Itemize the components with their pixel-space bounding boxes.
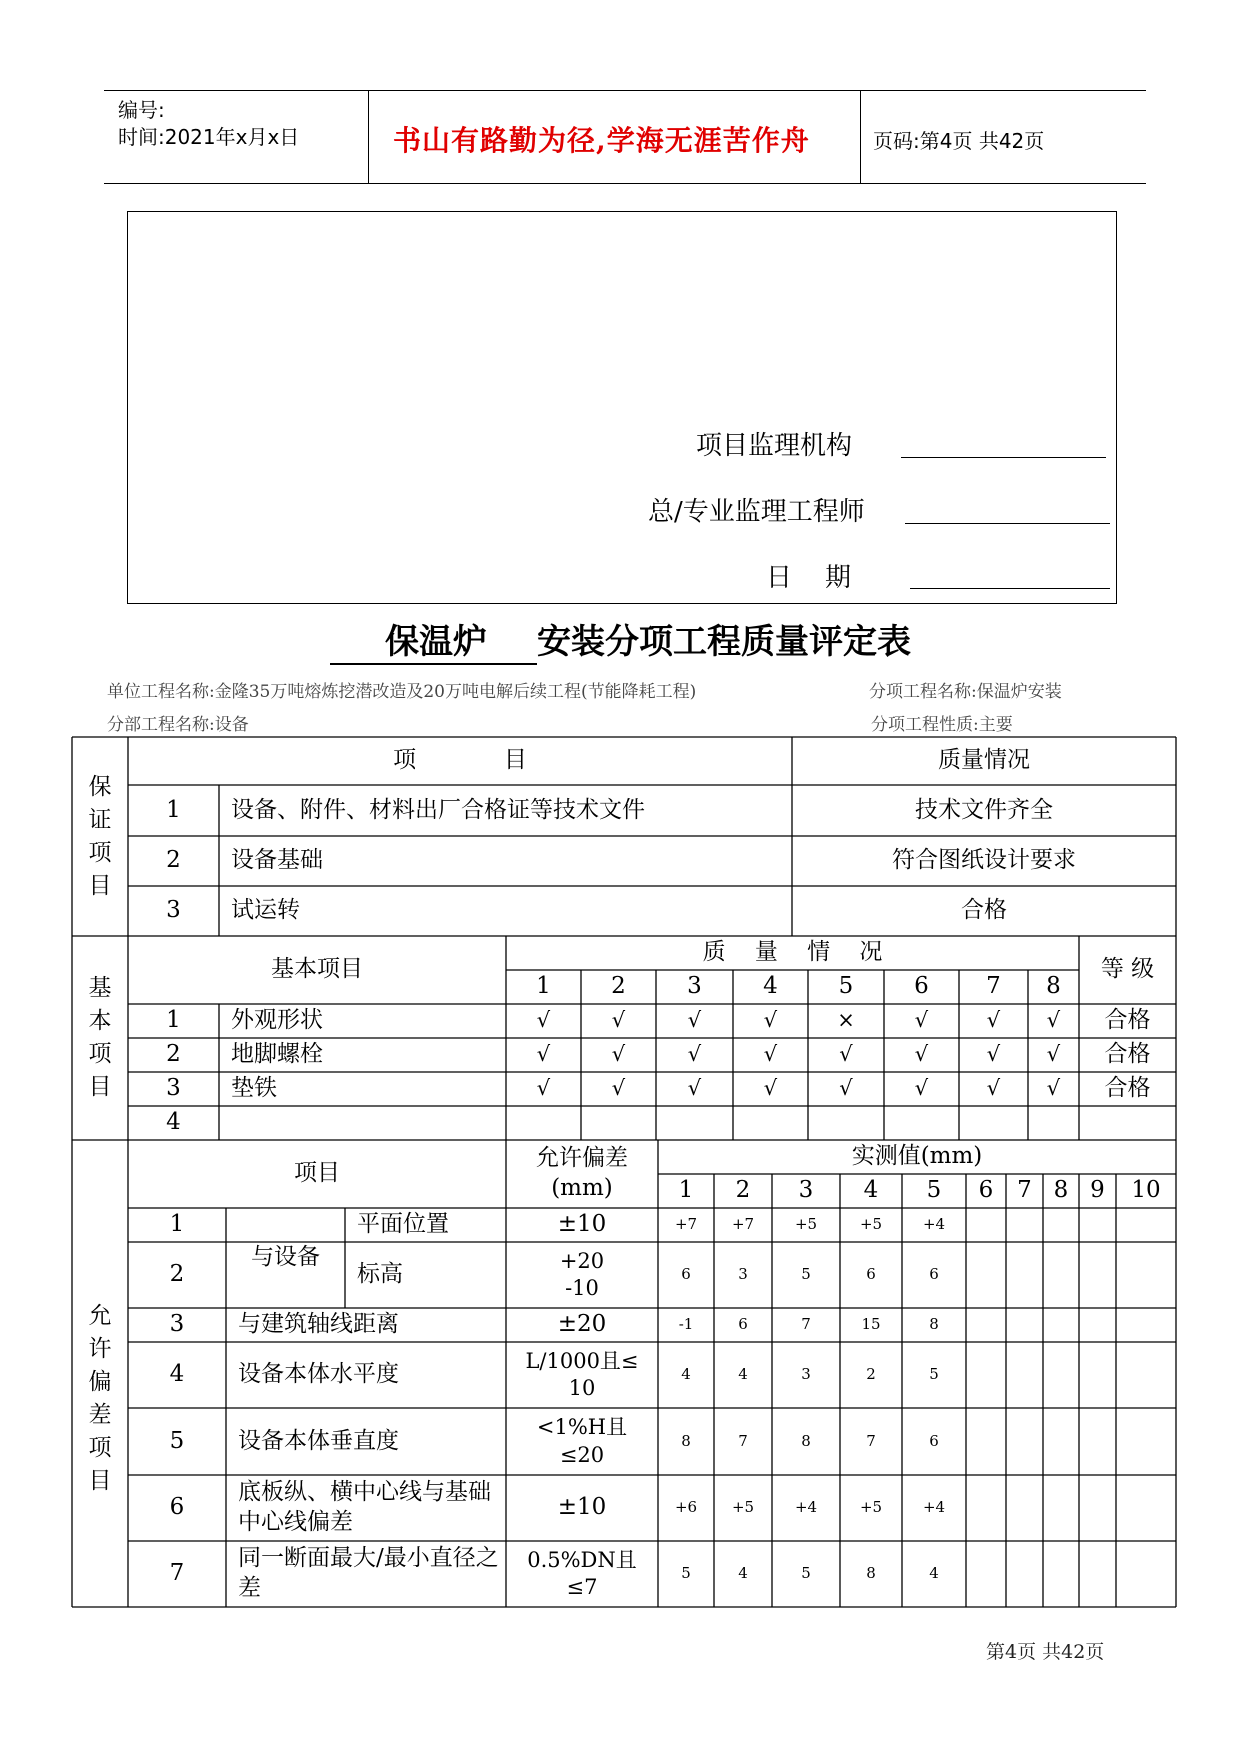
deviation-row-allow: ±10 bbox=[557, 1494, 607, 1521]
date-label: 日 期 bbox=[766, 563, 852, 593]
deviation-item-header: 项目 bbox=[294, 1160, 340, 1187]
division-name: 分部工程名称:设备 bbox=[107, 715, 249, 735]
deviation-measured-value: 4 bbox=[738, 1564, 748, 1583]
deviation-measured-value: 4 bbox=[929, 1564, 939, 1583]
basic-row-item: 垫铁 bbox=[231, 1075, 277, 1102]
deviation-col-header: 6 bbox=[978, 1177, 994, 1204]
basic-check-mark bbox=[959, 1106, 1028, 1140]
guarantee-row-quality: 技术文件齐全 bbox=[915, 796, 1053, 823]
deviation-measured-value: 5 bbox=[681, 1564, 691, 1583]
basic-col-header: 6 bbox=[914, 973, 929, 1000]
page-title bbox=[0, 614, 1241, 665]
basic-row-item bbox=[219, 1106, 506, 1140]
deviation-col-header: 1 bbox=[678, 1177, 694, 1204]
basic-row-item: 地脚螺栓 bbox=[231, 1041, 323, 1068]
basic-check-mark: √ bbox=[687, 1076, 702, 1101]
basic-col-header: 2 bbox=[611, 973, 626, 1000]
basic-check-mark: √ bbox=[763, 1008, 778, 1033]
deviation-measured-value: 6 bbox=[929, 1431, 939, 1450]
basic-check-mark: √ bbox=[839, 1042, 853, 1067]
deviation-row-allow: 0.5%DN且 ≤7 bbox=[527, 1547, 637, 1599]
deviation-measured-value: +4 bbox=[794, 1498, 818, 1517]
deviation-measured-value: 7 bbox=[738, 1431, 748, 1450]
basic-check-mark: × bbox=[837, 1008, 855, 1033]
basic-check-mark: √ bbox=[536, 1076, 551, 1101]
deviation-measured-value: 8 bbox=[801, 1431, 811, 1450]
basic-check-mark bbox=[656, 1106, 733, 1140]
deviation-row-no: 5 bbox=[169, 1427, 185, 1454]
guarantee-row-no: 1 bbox=[166, 796, 181, 823]
guarantee-row-quality: 符合图纸设计要求 bbox=[892, 847, 1076, 874]
sub-item-nature: 分项工程性质:主要 bbox=[871, 715, 1013, 735]
guarantee-row-item: 试运转 bbox=[231, 897, 300, 924]
basic-check-mark bbox=[506, 1106, 581, 1140]
basic-check-mark: √ bbox=[611, 1042, 626, 1067]
basic-row-grade: 合格 bbox=[1104, 1007, 1151, 1034]
page-footer: 第4页 共42页 bbox=[986, 1641, 1105, 1663]
basic-check-mark: √ bbox=[611, 1008, 626, 1033]
basic-check-mark: √ bbox=[611, 1076, 626, 1101]
basic-row-grade: 合格 bbox=[1104, 1075, 1151, 1102]
basic-col-header: 4 bbox=[763, 973, 778, 1000]
deviation-measured-value: 6 bbox=[681, 1265, 691, 1284]
supervision-org-line[interactable] bbox=[901, 457, 1106, 458]
deviation-measured-value: +5 bbox=[731, 1498, 755, 1517]
basic-item-header: 基本项目 bbox=[271, 956, 363, 983]
basic-row-no: 4 bbox=[166, 1109, 181, 1136]
supervision-engineer-line[interactable] bbox=[905, 523, 1110, 524]
deviation-row-no: 7 bbox=[169, 1560, 185, 1587]
basic-check-mark: √ bbox=[687, 1008, 702, 1033]
deviation-row-item: 设备本体水平度 bbox=[238, 1361, 399, 1388]
deviation-measured-value: +6 bbox=[674, 1498, 698, 1517]
deviation-measured-value: 5 bbox=[929, 1365, 939, 1384]
basic-row-no: 1 bbox=[166, 1007, 181, 1034]
basic-check-mark: √ bbox=[687, 1042, 702, 1067]
sub-item-name: 分项工程名称:保温炉安装 bbox=[869, 682, 1062, 702]
deviation-measured-value: 7 bbox=[801, 1315, 811, 1334]
deviation-col-header: 2 bbox=[735, 1177, 751, 1204]
number-label: 编号: bbox=[118, 98, 165, 122]
basic-check-mark: √ bbox=[1046, 1008, 1061, 1033]
deviation-col-header: 7 bbox=[1017, 1177, 1032, 1204]
deviation-row-allow: <1%H且 ≤20 bbox=[536, 1415, 628, 1467]
deviation-measured-value: 7 bbox=[866, 1431, 876, 1450]
deviation-measured-value: 8 bbox=[681, 1431, 691, 1450]
basic-check-mark: √ bbox=[763, 1042, 778, 1067]
deviation-measured-value: 5 bbox=[801, 1265, 811, 1284]
deviation-measured-value: +5 bbox=[859, 1215, 883, 1234]
basic-col-header: 8 bbox=[1046, 973, 1061, 1000]
deviation-measured-value: 5 bbox=[801, 1564, 811, 1583]
basic-section-label: 基 本 项 目 bbox=[88, 975, 112, 1100]
deviation-measured-value: 6 bbox=[929, 1265, 939, 1284]
basic-check-mark: √ bbox=[1046, 1076, 1061, 1101]
basic-check-mark: √ bbox=[986, 1042, 1001, 1067]
deviation-row-allow: ±20 bbox=[557, 1311, 607, 1338]
basic-check-mark: √ bbox=[536, 1042, 551, 1067]
deviation-measured-value: -1 bbox=[678, 1315, 694, 1334]
deviation-row-item: 底板纵、横中心线与基础中心线偏差 bbox=[238, 1479, 491, 1535]
basic-check-mark: √ bbox=[1046, 1042, 1061, 1067]
basic-check-mark: √ bbox=[763, 1076, 778, 1101]
deviation-row-no: 2 bbox=[169, 1261, 185, 1288]
deviation-measured-value: 4 bbox=[738, 1365, 748, 1384]
deviation-measured-value: +5 bbox=[859, 1498, 883, 1517]
basic-col-header: 5 bbox=[838, 973, 854, 1000]
deviation-measured-header: 实测值(mm) bbox=[851, 1143, 983, 1170]
basic-check-mark: √ bbox=[986, 1076, 1001, 1101]
motto: 书山有路勤为径,学海无涯苦作舟 bbox=[393, 124, 810, 157]
deviation-measured-value: 15 bbox=[861, 1315, 881, 1334]
basic-col-header: 3 bbox=[687, 973, 702, 1000]
deviation-col-header: 5 bbox=[926, 1177, 942, 1204]
basic-grade-header: 等 级 bbox=[1100, 956, 1155, 983]
deviation-measured-value: 2 bbox=[866, 1365, 876, 1384]
deviation-row-item: 设备本体垂直度 bbox=[238, 1427, 399, 1454]
title-text: 安装分项工程质量评定表 bbox=[537, 622, 911, 662]
guarantee-row-item: 设备基础 bbox=[231, 847, 323, 874]
deviation-row-allow: L/1000且≤ 10 bbox=[525, 1348, 639, 1400]
supervision-engineer-label: 总/专业监理工程师 bbox=[648, 497, 865, 527]
guarantee-row-item: 设备、附件、材料出厂合格证等技术文件 bbox=[231, 796, 645, 823]
deviation-section-label: 允 许 偏 差 项 目 bbox=[88, 1302, 112, 1494]
deviation-row-allow: ±10 bbox=[557, 1211, 607, 1238]
deviation-measured-value: 8 bbox=[866, 1564, 876, 1583]
header-divider bbox=[860, 90, 861, 183]
deviation-row-item: 与建筑轴线距离 bbox=[238, 1311, 399, 1338]
deviation-measured-value: +7 bbox=[674, 1215, 698, 1234]
basic-check-mark: √ bbox=[536, 1008, 551, 1033]
guarantee-section-label: 保 证 项 目 bbox=[88, 773, 112, 899]
guarantee-item-header: 项 目 bbox=[393, 747, 527, 774]
basic-row-item: 外观形状 bbox=[231, 1007, 323, 1034]
deviation-measured-value: 8 bbox=[929, 1315, 939, 1334]
basic-check-mark: √ bbox=[914, 1042, 929, 1067]
guarantee-row-quality: 合格 bbox=[961, 897, 1007, 924]
basic-col-header: 1 bbox=[536, 973, 551, 1000]
signature-box bbox=[127, 211, 1117, 604]
basic-row-no: 2 bbox=[166, 1041, 181, 1068]
header-divider bbox=[368, 90, 369, 183]
header-bottom-rule bbox=[104, 183, 1146, 184]
deviation-row-item: 平面位置 bbox=[357, 1211, 449, 1238]
deviation-measured-value: 3 bbox=[801, 1365, 811, 1384]
basic-check-mark bbox=[733, 1106, 808, 1140]
basic-col-header: 7 bbox=[986, 973, 1001, 1000]
basic-check-mark: √ bbox=[914, 1076, 929, 1101]
deviation-row-item: 标高 bbox=[357, 1261, 403, 1288]
title-equipment: 保温炉 bbox=[330, 614, 537, 665]
deviation-row-no: 1 bbox=[169, 1211, 185, 1238]
basic-row-grade bbox=[1079, 1106, 1176, 1140]
deviation-row-allow: +20 -10 bbox=[559, 1248, 605, 1300]
basic-check-mark bbox=[884, 1106, 959, 1140]
header-top-rule bbox=[104, 90, 1146, 91]
basic-check-mark: √ bbox=[839, 1076, 853, 1101]
supervision-org-label: 项目监理机构 bbox=[696, 431, 853, 461]
deviation-group-label: 与设备 bbox=[251, 1244, 320, 1271]
deviation-measured-value: +4 bbox=[922, 1215, 946, 1234]
basic-check-mark bbox=[1028, 1106, 1079, 1140]
deviation-col-header: 8 bbox=[1053, 1177, 1069, 1204]
deviation-measured-value: 6 bbox=[738, 1315, 748, 1334]
basic-row-no: 3 bbox=[166, 1075, 181, 1102]
deviation-measured-value: 3 bbox=[738, 1265, 748, 1284]
deviation-measured-value: 4 bbox=[681, 1365, 691, 1384]
basic-check-mark bbox=[581, 1106, 656, 1140]
date-line[interactable] bbox=[910, 588, 1110, 589]
deviation-measured-value: +7 bbox=[731, 1215, 755, 1234]
deviation-col-header: 4 bbox=[863, 1177, 879, 1204]
guarantee-row-no: 3 bbox=[166, 897, 181, 924]
deviation-row-no: 3 bbox=[169, 1311, 185, 1338]
time-label: 时间:2021年x月x日 bbox=[118, 125, 300, 149]
deviation-col-header: 10 bbox=[1131, 1177, 1161, 1204]
basic-check-mark: √ bbox=[914, 1008, 929, 1033]
deviation-measured-value: +5 bbox=[794, 1215, 818, 1234]
deviation-allow-header: 允许偏差 (mm) bbox=[536, 1145, 628, 1201]
page-label: 页码:第4页 共42页 bbox=[873, 129, 1045, 153]
guarantee-row-no: 2 bbox=[166, 847, 181, 874]
deviation-row-no: 4 bbox=[169, 1361, 185, 1388]
basic-check-mark bbox=[808, 1106, 884, 1140]
deviation-col-header: 3 bbox=[798, 1177, 814, 1204]
deviation-col-header: 9 bbox=[1090, 1177, 1105, 1204]
basic-check-mark: √ bbox=[986, 1008, 1001, 1033]
deviation-measured-value: +4 bbox=[922, 1498, 946, 1517]
unit-project-name: 单位工程名称:金隆35万吨熔炼挖潜改造及20万吨电解后续工程(节能降耗工程) bbox=[107, 682, 697, 702]
basic-row-grade: 合格 bbox=[1104, 1041, 1151, 1068]
deviation-row-no: 6 bbox=[169, 1494, 185, 1521]
guarantee-quality-header: 质量情况 bbox=[938, 747, 1030, 774]
deviation-measured-value: 6 bbox=[866, 1265, 876, 1284]
basic-quality-header: 质 量 情 况 bbox=[702, 939, 883, 966]
deviation-row-item: 同一断面最大/最小直径之差 bbox=[238, 1545, 499, 1601]
